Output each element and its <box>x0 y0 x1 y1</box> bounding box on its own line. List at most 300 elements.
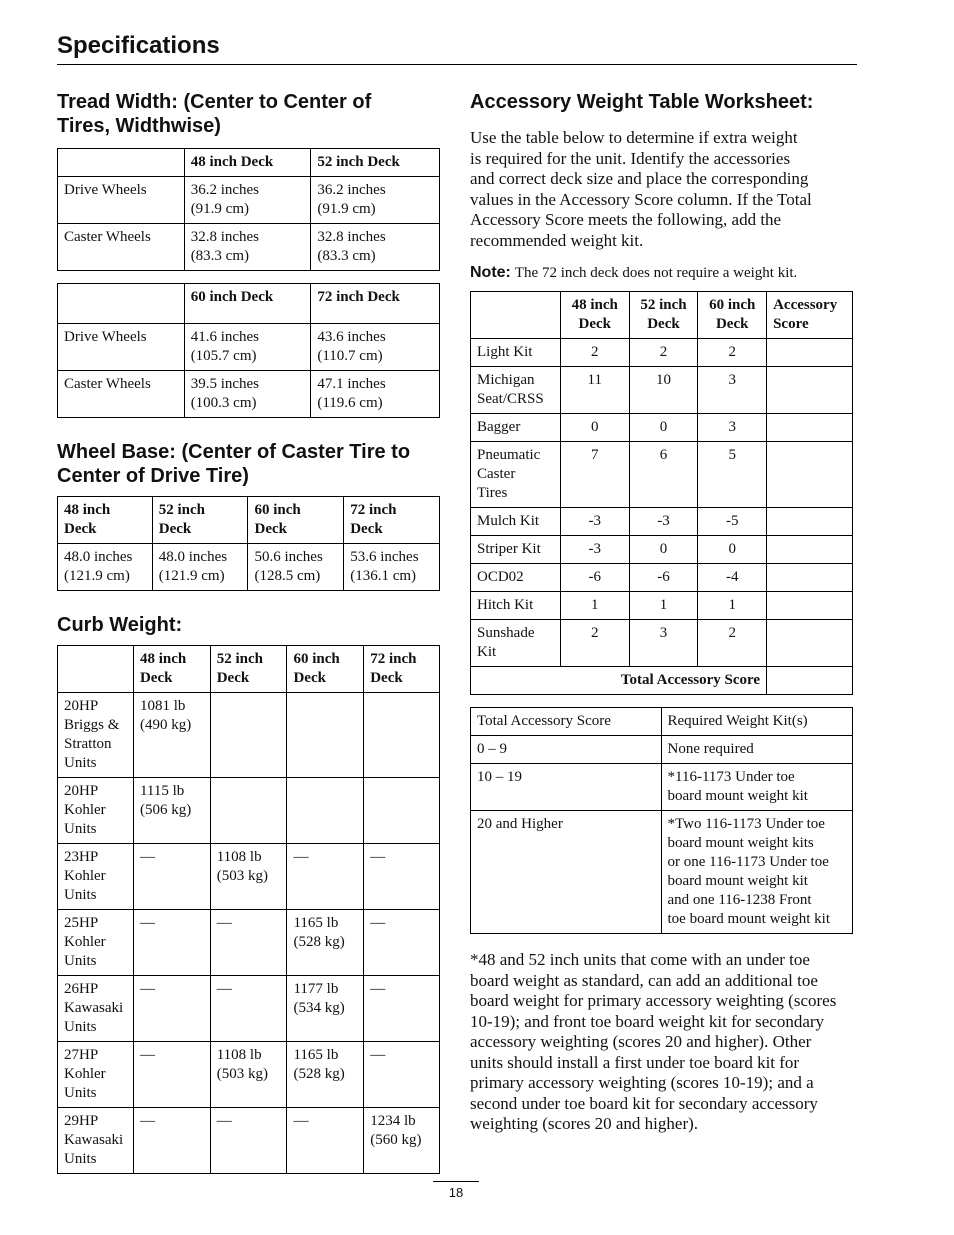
table-row <box>471 592 853 620</box>
cell-line: 41.6 inches <box>190 329 260 345</box>
row-label <box>471 414 561 442</box>
cell-line: Units <box>64 1085 97 1101</box>
accessory-score-input[interactable] <box>767 536 853 564</box>
wheel-base-heading <box>57 440 457 488</box>
curb-weight-heading: Curb Weight: <box>57 614 183 636</box>
header-cell <box>471 292 561 339</box>
cell-line: (121.9 cm) <box>64 568 130 584</box>
table-cell: -5 <box>698 508 767 536</box>
page-title: Specifications <box>57 32 220 59</box>
table-cell: 2 <box>560 620 629 667</box>
table-cell: 7 <box>560 442 629 508</box>
accessory-weight-table <box>470 291 853 695</box>
cell-line: Tires <box>477 485 508 501</box>
table-cell: 1 <box>629 592 698 620</box>
cell-line: is required for the unit. Identify the accessories <box>470 148 791 168</box>
table-cell <box>287 1108 364 1174</box>
weight-kit <box>661 764 852 811</box>
cell-line: 20HP <box>64 698 99 714</box>
cell-line: (503 kg) <box>216 1066 268 1082</box>
total-score-input[interactable] <box>767 667 853 695</box>
cell-line: — <box>216 1113 232 1129</box>
cell-line: Sunshade <box>477 625 535 641</box>
row-label: Caster Wheels <box>58 371 185 418</box>
accessory-score-input[interactable] <box>767 442 853 508</box>
cell-line: 48.0 inches <box>64 549 133 565</box>
accessory-score-input[interactable] <box>767 620 853 667</box>
row-label: Drive Wheels <box>58 324 185 371</box>
row-label <box>58 1042 134 1108</box>
cell-line: Seat/CRSS <box>477 391 544 407</box>
header-cell <box>344 497 440 544</box>
table-row <box>471 620 853 667</box>
table-cell: -3 <box>560 536 629 564</box>
row-label <box>58 844 134 910</box>
cell-line: Deck <box>370 670 403 686</box>
cell-line: 39.5 inches <box>190 376 260 392</box>
header-cell: 52 inch Deck <box>311 149 440 177</box>
table-row <box>471 764 853 811</box>
wheel-base-heading-line1: Wheel Base: (Center of Caster Tire to <box>57 441 411 463</box>
table-row <box>58 371 440 418</box>
row-label <box>471 339 561 367</box>
cell-line: 60 inch <box>709 297 756 313</box>
header-cell <box>287 646 364 693</box>
table-row <box>58 324 440 371</box>
cell-line: (528 kg) <box>293 1066 345 1082</box>
cell-line: Hitch Kit <box>477 597 534 613</box>
cell-line: 1081 lb <box>139 698 186 714</box>
cell-line: OCD02 <box>477 569 524 585</box>
table-cell <box>287 693 364 778</box>
row-label <box>471 620 561 667</box>
cell-line: Kohler <box>64 868 106 884</box>
accessory-heading: Accessory Weight Table Worksheet: <box>470 91 814 113</box>
table-cell <box>287 1042 364 1108</box>
cell-line: Briggs & <box>64 717 120 733</box>
accessory-score-input[interactable] <box>767 367 853 414</box>
row-label <box>471 592 561 620</box>
cell-line: — <box>139 1047 155 1063</box>
header-cell <box>133 646 210 693</box>
table-cell: 0 <box>629 414 698 442</box>
row-label: Drive Wheels <box>58 177 185 224</box>
cell-line: primary accessory weighting (scores 10-19); and a <box>470 1073 814 1092</box>
table-cell <box>184 177 311 224</box>
cell-line: 47.1 inches <box>317 376 386 392</box>
table-cell: 10 <box>629 367 698 414</box>
table-row <box>58 1108 440 1174</box>
cell-line: — <box>370 1047 386 1063</box>
cell-line: 1165 lb <box>293 1047 339 1063</box>
table-row <box>471 564 853 592</box>
cell-line: Units <box>64 821 97 837</box>
cell-line: (121.9 cm) <box>158 568 225 584</box>
cell-line: 48 inch <box>64 502 111 518</box>
cell-line: 36.2 inches <box>190 182 260 198</box>
cell-line: Kohler <box>64 1066 106 1082</box>
table-cell <box>287 844 364 910</box>
table-cell: 3 <box>698 414 767 442</box>
table-cell <box>210 1042 287 1108</box>
table-cell <box>133 1108 210 1174</box>
cell-line: 29HP <box>64 1113 99 1129</box>
cell-line: (105.7 cm) <box>190 348 257 364</box>
table-row <box>471 508 853 536</box>
cell-line: — <box>370 981 386 997</box>
cell-line: Units <box>64 1151 97 1167</box>
cell-line: 10-19); and front toe board weight kit for secondary <box>470 1011 825 1031</box>
table-cell <box>311 324 440 371</box>
cell-line: 32.8 inches <box>317 229 386 245</box>
header-cell <box>698 292 767 339</box>
cell-line: 72 inch <box>370 651 417 667</box>
score-range: 0 – 9 <box>471 736 662 764</box>
table-row <box>58 224 440 271</box>
tread-width-heading-line2: Tires, Widthwise) <box>57 115 221 137</box>
table-cell <box>133 976 210 1042</box>
curb-weight-body <box>58 693 440 1174</box>
row-label <box>471 508 561 536</box>
cell-line: accessory weighting (scores 20 and higher). Other <box>470 1032 812 1051</box>
row-label <box>58 693 134 778</box>
table-cell <box>248 544 344 591</box>
cell-line: 60 inch <box>293 651 340 667</box>
table-cell <box>287 778 364 844</box>
curb-weight-table <box>57 645 440 1174</box>
table-cell <box>184 371 311 418</box>
header-cell: 48 inch Deck <box>184 149 311 177</box>
table-cell <box>184 324 311 371</box>
cell-line: 48.0 inches <box>158 549 228 565</box>
table-cell: 6 <box>629 442 698 508</box>
table-cell: 2 <box>698 339 767 367</box>
total-label: Total Accessory Score <box>471 667 767 695</box>
cell-line: — <box>293 1113 309 1129</box>
cell-line: 36.2 inches <box>317 182 386 198</box>
cell-line: Deck <box>254 521 287 537</box>
cell-line: Units <box>64 755 97 771</box>
table-cell: 5 <box>698 442 767 508</box>
accessory-score-input[interactable] <box>767 564 853 592</box>
cell-line: 20HP <box>64 783 99 799</box>
table-cell <box>133 910 210 976</box>
row-label <box>471 564 561 592</box>
table-row <box>58 544 440 591</box>
cell-line: Deck <box>647 316 680 332</box>
cell-line: Michigan <box>477 372 535 388</box>
tread-width-heading-line1: Tread Width: (Center to Center of <box>57 91 372 113</box>
table-cell <box>210 1108 287 1174</box>
cell-line: 48 inch <box>571 297 618 313</box>
header-cell: 72 inch Deck <box>311 284 440 324</box>
cell-line: 1177 lb <box>293 981 339 997</box>
accessory-intro <box>470 128 854 251</box>
table-row <box>58 844 440 910</box>
header-cell <box>58 646 134 693</box>
table-cell <box>152 544 248 591</box>
note-text: The 72 inch deck does not require a weight kit. <box>514 265 798 281</box>
table-cell <box>364 844 440 910</box>
cell-line: board mount weight kit <box>667 788 808 804</box>
cell-line: 23HP <box>64 849 99 865</box>
score-range: 20 and Higher <box>471 811 662 934</box>
cell-line: 1108 lb <box>216 849 262 865</box>
table-cell <box>311 224 440 271</box>
weight-kit <box>661 811 852 934</box>
cell-line: 1165 lb <box>293 915 339 931</box>
cell-line: — <box>216 981 232 997</box>
cell-line: 60 inch <box>254 502 301 518</box>
cell-line: and one 116-1238 Front <box>667 892 812 908</box>
table-row <box>471 811 853 934</box>
cell-line: Units <box>64 953 97 969</box>
cell-line: 1108 lb <box>216 1047 262 1063</box>
cell-line: — <box>139 849 155 865</box>
accessory-score-input[interactable] <box>767 592 853 620</box>
cell-line: Kit <box>477 644 497 660</box>
header-cell <box>210 646 287 693</box>
table-cell <box>210 693 287 778</box>
cell-line: Score <box>773 316 809 332</box>
cell-line: Kawasaki <box>64 1000 124 1016</box>
table-header-row <box>471 292 853 339</box>
cell-line: 43.6 inches <box>317 329 386 345</box>
table-cell <box>210 844 287 910</box>
cell-line: Units <box>64 1019 97 1035</box>
table-cell: 1 <box>560 592 629 620</box>
cell-line: Caster <box>477 466 516 482</box>
cell-line: 52 inch <box>216 651 263 667</box>
cell-line: board mount weight kits <box>667 835 814 851</box>
cell-line: 25HP <box>64 915 99 931</box>
tread-width-table-60-72 <box>57 283 440 418</box>
table-cell: 0 <box>698 536 767 564</box>
cell-line: (534 kg) <box>293 1000 345 1016</box>
table-row <box>471 536 853 564</box>
tread-width-heading <box>57 90 440 138</box>
cell-line: Deck <box>715 316 749 332</box>
table-cell <box>287 910 364 976</box>
table-cell <box>58 544 153 591</box>
cell-line: toe board mount weight kit <box>667 911 830 927</box>
table-cell: -6 <box>629 564 698 592</box>
cell-line: — <box>293 849 309 865</box>
cell-line: 53.6 inches <box>350 549 419 565</box>
header-cell <box>152 497 248 544</box>
cell-line: weighting (scores 20 and higher). <box>470 1114 699 1133</box>
table-cell <box>210 778 287 844</box>
cell-line: Accessory Score meets the following, add the <box>470 210 782 229</box>
title-divider <box>57 64 857 65</box>
accessory-score-input[interactable] <box>767 414 853 442</box>
table-header-row <box>471 708 853 736</box>
table-row <box>58 693 440 778</box>
cell-line: — <box>370 849 386 865</box>
row-label <box>471 367 561 414</box>
cell-line: 26HP <box>64 981 99 997</box>
table-cell: -4 <box>698 564 767 592</box>
cell-line: Pneumatic <box>477 447 541 463</box>
cell-line: (136.1 cm) <box>350 568 417 584</box>
table-cell: 1 <box>698 592 767 620</box>
cell-line: 32.8 inches <box>190 229 260 245</box>
weight-kit-table <box>470 707 853 934</box>
table-cell <box>133 1042 210 1108</box>
cell-line: Kohler <box>64 934 106 950</box>
cell-line: Accessory <box>773 297 838 313</box>
table-cell: 2 <box>698 620 767 667</box>
cell-line: (506 kg) <box>139 802 192 818</box>
header-cell <box>767 292 853 339</box>
table-cell <box>364 693 440 778</box>
table-header-row <box>58 497 440 544</box>
table-cell <box>344 544 440 591</box>
table-cell: -6 <box>560 564 629 592</box>
row-label <box>58 910 134 976</box>
table-cell <box>364 1042 440 1108</box>
cell-line: Deck <box>216 670 250 686</box>
header-cell: 60 inch Deck <box>184 284 311 324</box>
table-cell: 0 <box>629 536 698 564</box>
right-column <box>470 88 854 1135</box>
table-cell: -3 <box>560 508 629 536</box>
accessory-score-input[interactable] <box>767 508 853 536</box>
table-row <box>58 778 440 844</box>
table-cell <box>210 910 287 976</box>
table-cell: -3 <box>629 508 698 536</box>
score-range: 10 – 19 <box>471 764 662 811</box>
row-label <box>58 976 134 1042</box>
cell-line: Deck <box>293 670 326 686</box>
left-column <box>57 88 440 1174</box>
row-label <box>58 1108 134 1174</box>
cell-line: Deck <box>64 521 97 537</box>
table-header-row <box>58 646 440 693</box>
row-label <box>471 442 561 508</box>
table-cell <box>364 778 440 844</box>
header-cell <box>560 292 629 339</box>
table-cell <box>133 844 210 910</box>
tread-width-table-48-52 <box>57 148 440 271</box>
table-row <box>58 1042 440 1108</box>
cell-line: (91.9 cm) <box>317 201 376 217</box>
table-row <box>471 736 853 764</box>
cell-line: Bagger <box>477 419 521 435</box>
header-cell <box>248 497 344 544</box>
table-cell <box>184 224 311 271</box>
table-cell <box>287 976 364 1042</box>
weight-kit <box>661 736 852 764</box>
cell-line: Kawasaki <box>64 1132 124 1148</box>
cell-line: 50.6 inches <box>254 549 323 565</box>
cell-line: values in the Accessory Score column. If the Total <box>470 189 812 209</box>
table-row <box>471 442 853 508</box>
cell-line: (490 kg) <box>139 717 192 733</box>
accessory-score-input[interactable] <box>767 339 853 367</box>
table-header-row <box>58 284 440 324</box>
table-header-row <box>58 149 440 177</box>
accessory-body <box>471 339 853 667</box>
cell-line: Units <box>64 887 97 903</box>
total-row <box>471 667 853 695</box>
cell-line: 1234 lb <box>370 1113 416 1129</box>
header-cell <box>58 497 153 544</box>
cell-line: Use the table below to determine if extra weight <box>470 128 798 147</box>
cell-line: None required <box>667 741 754 757</box>
cell-line: 72 inch <box>350 502 397 518</box>
note-label: Note: <box>470 264 511 281</box>
table-cell <box>311 177 440 224</box>
cell-line: 1115 lb <box>139 783 185 799</box>
cell-line: *116-1173 Under toe <box>667 769 795 785</box>
cell-line: (528 kg) <box>293 934 345 950</box>
cell-line: (83.3 cm) <box>317 248 376 264</box>
cell-line: — <box>216 915 232 931</box>
footnote <box>470 950 854 1135</box>
cell-line: and correct deck size and place the corresponding <box>470 169 809 188</box>
cell-line: Light Kit <box>477 344 533 360</box>
cell-line: recommended weight kit. <box>470 230 644 250</box>
table-cell <box>133 693 210 778</box>
table-row <box>58 976 440 1042</box>
header-cell <box>58 284 185 324</box>
cell-line: Deck <box>578 316 611 332</box>
cell-line: *48 and 52 inch units that come with an under toe <box>470 950 810 969</box>
cell-line: (560 kg) <box>370 1132 422 1148</box>
cell-line: — <box>370 915 386 931</box>
cell-line: (83.3 cm) <box>190 248 250 264</box>
cell-line: Kohler <box>64 802 106 818</box>
table-row <box>471 367 853 414</box>
table-cell <box>364 1108 440 1174</box>
cell-line: *Two 116-1173 Under toe <box>667 816 825 832</box>
header-cell: Total Accessory Score <box>471 708 662 736</box>
table-cell <box>133 778 210 844</box>
cell-line: Deck <box>158 521 192 537</box>
table-cell <box>364 976 440 1042</box>
cell-line: (503 kg) <box>216 868 268 884</box>
cell-line: (100.3 cm) <box>190 395 257 411</box>
cell-line: board mount weight kit <box>667 873 808 889</box>
cell-line: or one 116-1173 Under toe <box>667 854 829 870</box>
cell-line: (128.5 cm) <box>254 568 321 584</box>
table-cell: 2 <box>629 339 698 367</box>
cell-line: Striper Kit <box>477 541 541 557</box>
cell-line: Stratton <box>64 736 112 752</box>
cell-line: 48 inch <box>139 651 187 667</box>
cell-line: Deck <box>139 670 173 686</box>
table-cell: 3 <box>629 620 698 667</box>
cell-line: — <box>139 915 155 931</box>
table-row <box>471 414 853 442</box>
cell-line: Deck <box>350 521 383 537</box>
table-cell <box>311 371 440 418</box>
header-cell <box>58 149 185 177</box>
cell-line: (91.9 cm) <box>190 201 250 217</box>
table-row <box>58 910 440 976</box>
table-cell <box>210 976 287 1042</box>
table-row <box>58 177 440 224</box>
header-cell: Required Weight Kit(s) <box>661 708 852 736</box>
cell-line: (110.7 cm) <box>317 348 383 364</box>
cell-line: board weight for primary accessory weighting (scores <box>470 991 837 1010</box>
row-label <box>58 778 134 844</box>
cell-line: 27HP <box>64 1047 99 1063</box>
table-cell: 3 <box>698 367 767 414</box>
wheel-base-heading-line2: Center of Drive Tire) <box>57 465 249 487</box>
table-cell <box>364 910 440 976</box>
